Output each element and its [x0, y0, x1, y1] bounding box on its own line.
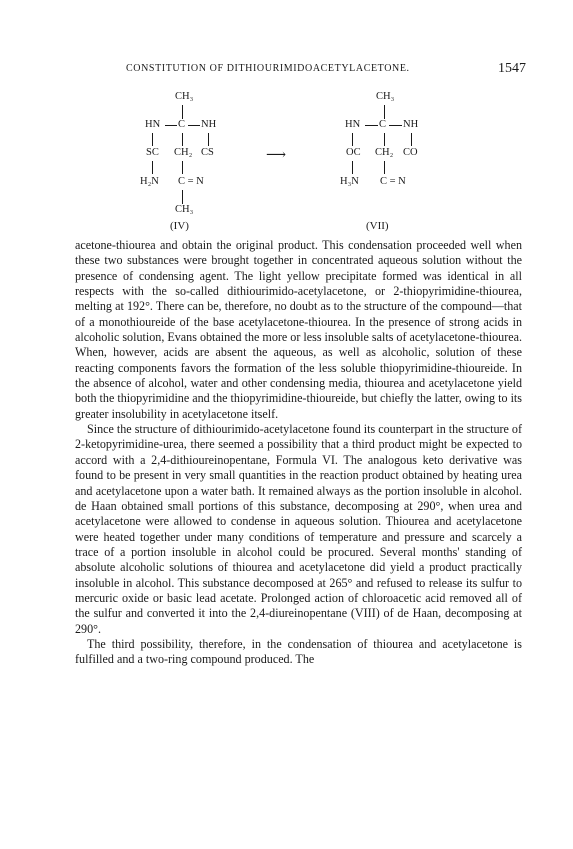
formula-iv-row2-center: CH₂	[174, 147, 193, 158]
page-number: 1547	[498, 61, 526, 76]
formula-iv-row3-left: H₂N	[140, 176, 159, 187]
formula-vii-bond-v1	[352, 133, 353, 146]
formula-vii-bond-v5	[384, 161, 385, 174]
paragraph-2: Since the structure of dithiourimido-acetylacetone found its counterpart in the structure of 2-ketopyrimidine-urea, there seemed a possibility that a third product might be expected to accord with a 2,4-dithioureinopentane, Formula VI. The analogous keto derivative was found to be present in very small quantities in the reaction product obtained by heating urea and acetylacetone upon a water bath. It remained always as the portion insoluble in alcohol. de Haan obtained small portions of this substance, decomposing at 290°, when urea and acetylacetone were allowed to condense in aqueous solution. Thiourea and acetylacetone were heated together under many conditions of temperature and pressure and scarcely a trace of a portion insoluble in alcohol could be procured. Several months' standing of absolute alcoholic solutions of thiourea and acetylacetone did yield a product practically insoluble in alcohol. This substance decomposed at 265° and refused to release its sulfur to mercuric oxide or basic lead acetate. Prolonged action of chloroacetic acid removed all of the sulfur and converted it into the 2,4-diureinopentane (VIII) of de Haan, decomposing at 290°.	[75, 422, 522, 636]
paragraph-3: The third possibility, therefore, in the condensation of thiourea and acetylacetone is fulfilled and a two-ring compound produced. The	[75, 636, 522, 667]
formula-iv-bottom-methyl: CH₃	[175, 204, 194, 215]
formula-vii-row2-center: CH₂	[375, 147, 394, 158]
formula-vii-bond-top	[384, 105, 385, 119]
formula-iv-label: (IV)	[170, 220, 189, 232]
formula-vii-row2-right: CO	[403, 147, 418, 158]
formula-vii-row1-center: C	[379, 119, 387, 130]
formula-vii-row1-left: HN	[345, 119, 361, 130]
formula-vii-bond-row1-a	[365, 125, 378, 126]
formula-vii-label: (VII)	[366, 220, 389, 232]
formula-vii	[0, 0, 573, 240]
formula-iv-row1-left: HN	[145, 119, 161, 130]
formula-vii-bond-v4	[352, 161, 353, 174]
formula-iv-top-methyl: CH₃	[175, 91, 194, 102]
formula-vii-row2-left: OC	[346, 147, 361, 158]
formula-vii-bond-row1-b	[389, 125, 402, 126]
formula-iv-row2-left: SC	[146, 147, 159, 158]
paragraph-1: acetone-thiourea and obtain the original product. This condensation proceeded well when these two substances were brought together in concentrated aqueous solution without the presence of condensing agent. The light yellow precipitate formed was identical in all respects with the so-called dithiourimido-acetylacetone, or 2-thiopyrimidine-thiourea, melting at 192°. There can be, therefore, no doubt as to the structure of the compound—that of a monothioureide of the base acetylacetone-thiourea. In the presence of strong acids in alcoholic solution, Evans obtained the more or less insoluble salts of acetylacetone-thiourea. When, however, acids are absent the aqueous, as well as alcoholic, solution of these reacting components favors the formation of the less soluble thiopyrimidine-thioureide. In the absence of alcohol, water and other condensing media, thiourea and acetylacetone yield both the thiopyrimidine and the thiopyrimidine-thioureide, but chiefly the latter, owing to its greater insolubility in acetylacetone itself.	[75, 238, 523, 421]
formula-iv-row3-center: C = N	[178, 176, 204, 187]
body-text	[75, 238, 522, 668]
reaction-arrow: ⟶	[266, 148, 287, 163]
formula-vii-top-methyl: CH₃	[376, 91, 395, 102]
running-title: CONSTITUTION OF DITHIOURIMIDOACETYLACETONE.	[126, 63, 410, 74]
formula-iv-row1-center: C	[178, 119, 186, 130]
formula-vii-bond-v3	[411, 133, 412, 146]
formula-vii-row1-right: NH	[403, 119, 419, 130]
formula-vii-row3-center: C = N	[380, 176, 406, 187]
formula-vii-bond-v2	[384, 133, 385, 146]
formula-vii-row3-left: H₃N	[340, 176, 359, 187]
formula-iv-row2-right: CS	[201, 147, 214, 158]
formula-iv-row1-right: NH	[201, 119, 217, 130]
